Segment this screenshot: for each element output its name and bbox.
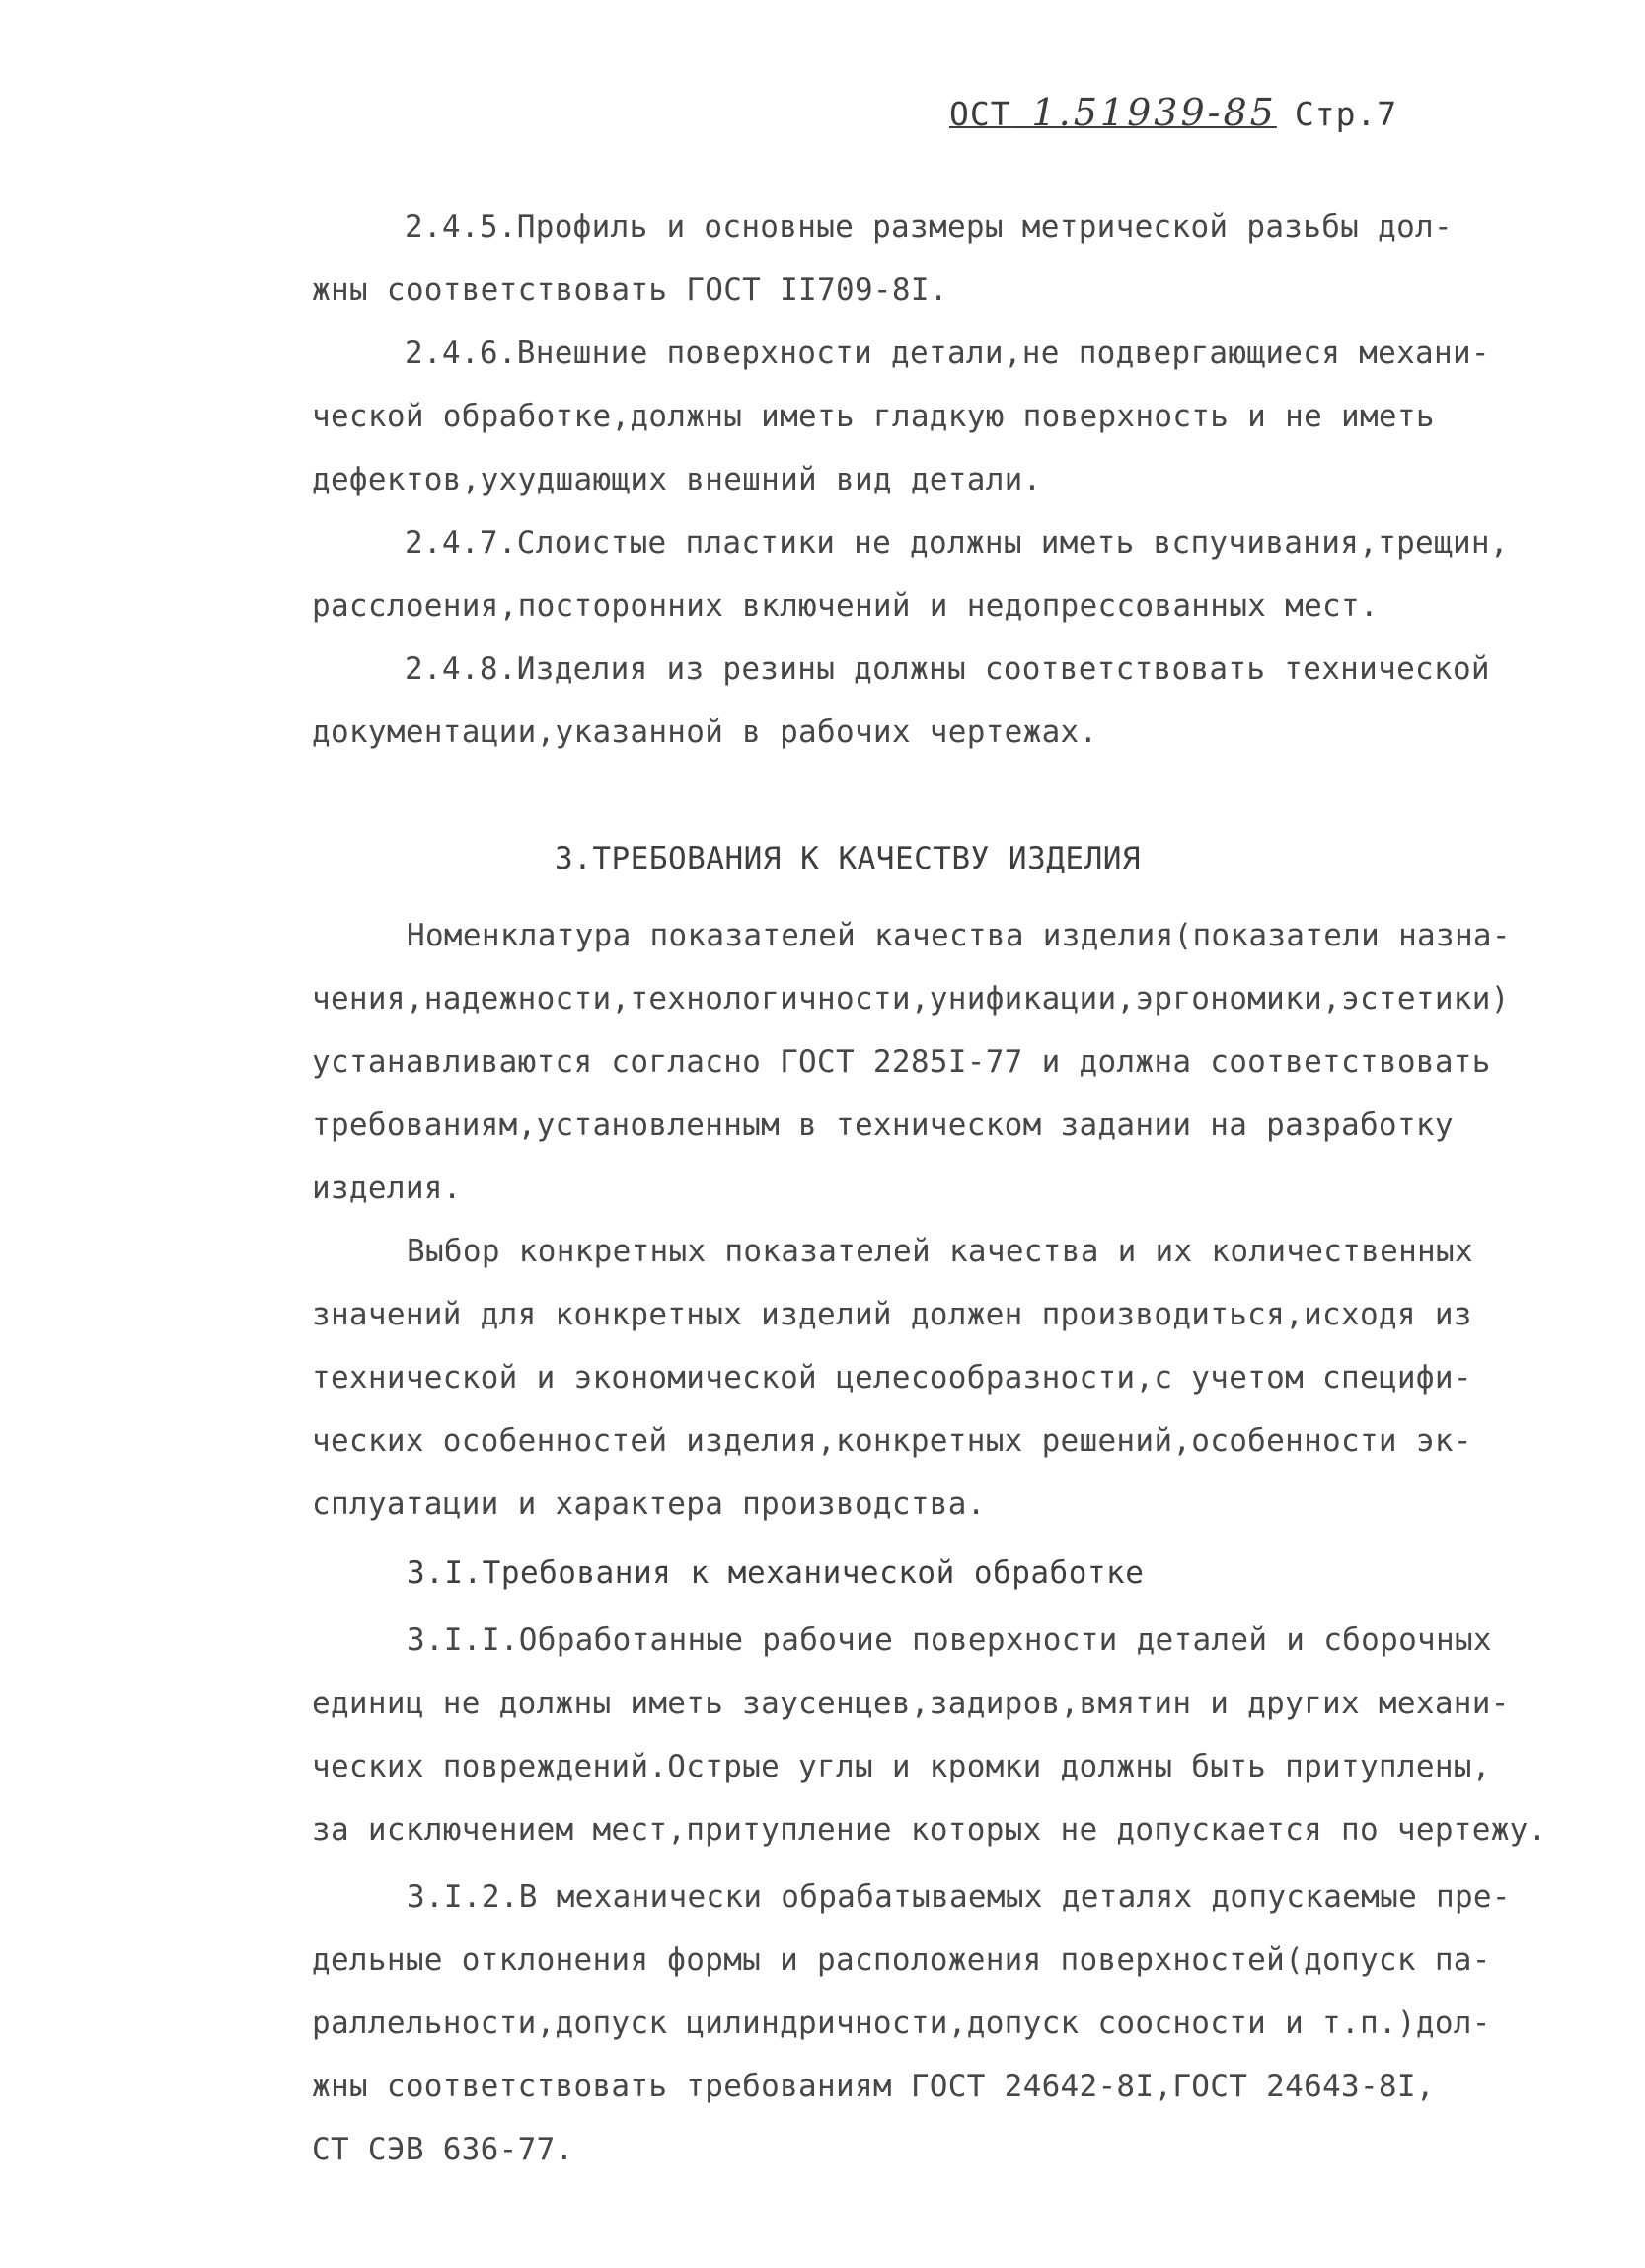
paragraph-3-1-1-line-4: за исключением мест,притупление которых не допускается по чертежу. <box>312 1812 1547 1848</box>
paragraph-2-4-6-line-2: ческой обработке,должны иметь гладкую поверхность и не иметь <box>312 399 1435 434</box>
document-prefix: ОСТ <box>949 95 1011 133</box>
selection-line-4: ческих особенностей изделия,конкретных решений,особенности эк- <box>312 1423 1472 1459</box>
nomenclature-line-5: изделия. <box>312 1171 462 1206</box>
nomenclature-line-4: требованиям,установленным в техническом задании на разработку <box>312 1107 1454 1143</box>
section-3-heading: 3.ТРЕБОВАНИЯ К КАЧЕСТВУ ИЗДЕЛИЯ <box>555 841 1142 876</box>
paragraph-2-4-7-line-1: 2.4.7.Слоистые пластики не должны иметь вспучивания,трещин, <box>405 525 1509 561</box>
page-header <box>949 91 1397 134</box>
nomenclature-line-3: устанавливаются согласно ГОСТ 2285I-77 и должна соответствовать <box>312 1044 1491 1080</box>
paragraph-2-4-6-line-1: 2.4.6.Внешние поверхности детали,не подвергающиеся механи- <box>405 336 1490 371</box>
paragraph-3-1-2-line-2: дельные отклонения формы и расположения поверхностей(допуск па- <box>312 1942 1491 1978</box>
paragraph-3-1-2-line-4: жны соответствовать требованиям ГОСТ 24642-8I,ГОСТ 24643-8I, <box>312 2069 1435 2104</box>
document-code <box>949 91 1277 134</box>
selection-line-1: Выбор конкретных показателей качества и их количественных <box>407 1234 1473 1269</box>
paragraph-2-4-5-line-2: жны соответствовать ГОСТ II709-8I. <box>312 272 948 308</box>
paragraph-3-1-1-line-2: единиц не должны иметь заусенцев,задиров,вмятин и других механи- <box>312 1686 1510 1721</box>
paragraph-3-1-2-line-5: СТ СЭВ 636-77. <box>312 2132 574 2167</box>
selection-line-5: сплуатации и характера производства. <box>312 1486 986 1522</box>
paragraph-3-1-2-line-1: 3.I.2.В механически обрабатываемых деталях допускаемые пре- <box>407 1879 1511 1915</box>
section-3-1-heading: 3.I.Требования к механической обработке <box>407 1555 1145 1591</box>
paragraph-2-4-6-line-3: дефектов,ухудшающих внешний вид детали. <box>312 462 1042 497</box>
paragraph-2-4-8-line-2: документации,указанной в рабочих чертежах. <box>312 715 1098 750</box>
paragraph-3-1-2-line-3: раллельности,допуск цилиндричности,допуск соосности и т.п.)дол- <box>312 2005 1491 2041</box>
paragraph-2-4-8-line-1: 2.4.8.Изделия из резины должны соответствовать технической <box>405 651 1490 687</box>
nomenclature-line-1: Номенклатура показателей качества изделия(показатели назна- <box>407 918 1511 953</box>
nomenclature-line-2: чения,надежности,технологичности,унификации,эргономики,эстетики) <box>312 981 1510 1017</box>
selection-line-3: технической и экономической целесообразности,с учетом специфи- <box>312 1360 1472 1396</box>
paragraph-3-1-1-line-3: ческих повреждений.Острые углы и кромки должны быть притуплены, <box>312 1749 1491 1784</box>
page-number: Стр.7 <box>1294 95 1398 133</box>
paragraph-3-1-1-line-1: 3.I.I.Обработанные рабочие поверхности деталей и сборочных <box>407 1623 1492 1658</box>
document-number: 1.51939-85 <box>1031 91 1277 134</box>
selection-line-2: значений для конкретных изделий должен производиться,исходя из <box>312 1297 1472 1332</box>
paragraph-2-4-5-line-1: 2.4.5.Профиль и основные размеры метрической разьбы дол- <box>405 209 1453 245</box>
paragraph-2-4-7-line-2: расслоения,посторонних включений и недопрессованных мест. <box>312 588 1379 624</box>
